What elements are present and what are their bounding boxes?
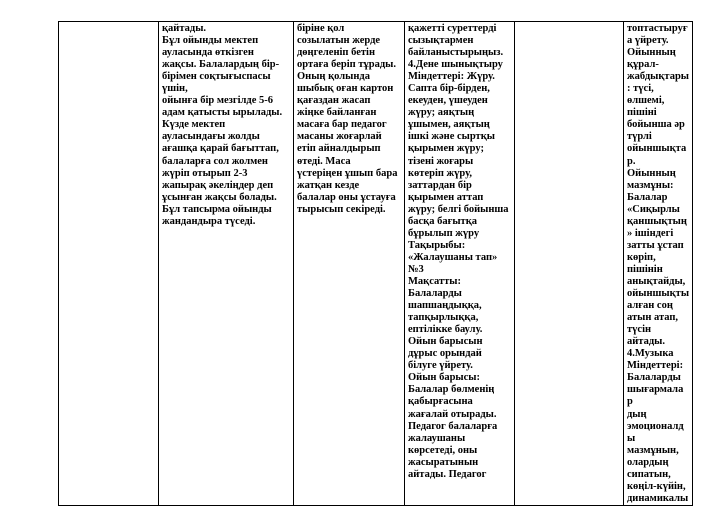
- table-cell-4: қажетті суреттерді сызықтармен байланыстырыңыз. 4.Дене шынықтыру Міндеттері: Жүру. Сапта бір-бірден, екеуден, үшеуден жүру; аяқтың ұшымен, аяқтың ішкі және сыртқы қырымен жүру; тізені жоғары көтеріп жүру, заттардан бір қырымен аттап жүру; белгі бойынша басқа бағытқа бұрылып жүру Тақырыбы: «Жалаушаны тап» №3 Мақсатты: Балаларды шапшаңдыққа, тапқырлыққа, ептілікке баулу. Ойын барысын дұрыс орындай білуге үйрету. Ойын барысы: Балалар бөлменің қабырғасына жағалай отырады. Педагог балаларға жалаушаны көрсетеді, оны жасыратынын айтады. Педагог: [405, 22, 515, 506]
- table-cell-2: қайтады. Бұл ойынды мектеп ауласында өткізген жақсы. Балалардың бір- бірімен соқтығыспасы үшін, ойынға бір мезгілде 5-6 адам қатысты ырылады. Күзде мектеп ауласындағы жолды ағашқа қарай бағыттап, балаларға сол жолмен жүріп отырып 2-3 жапырақ әкеліңдер деп ұсынған жақсы болады. Бұл тапсырма ойынды жандандыра түседі.: [159, 22, 294, 506]
- table-cell-1: [59, 22, 159, 506]
- lesson-plan-table: [58, 21, 693, 506]
- table-cell-6: топтастыруғ а үйрету. Ойынның құрал- жабдықтары : түсі, өлшемі, пішіні бойынша әр түрлі ойыншықта р. Ойынның мазмұны: Балалар «Сиқырлы қаншықтың » ішіндегі затты ұстап көріп, пішінін анықтайды, ойыншықты алған соң атын атап, түсін айтады. 4.Музыка Міндеттері: Балаларды шығармалар дың эмоционалд ы мазмұнын, олардың сипатын, көңіл-күйін, динамикалы: [624, 22, 693, 506]
- table-cell-5: [515, 22, 624, 506]
- table-cell-3: біріне қол созылатын жерде дөңгеленіп бетін ортаға беріп тұрады. Оның қолында шыбық оған картон қағаздан жасап жіңке байланған масаға бар педагог масаны жоғарлай етіп айналдырып өтеді. Маса үстеріңен ұшып бара жатқан кезде балалар оны ұстауға тырысып секіреді.: [294, 22, 405, 506]
- table-row: [59, 22, 693, 506]
